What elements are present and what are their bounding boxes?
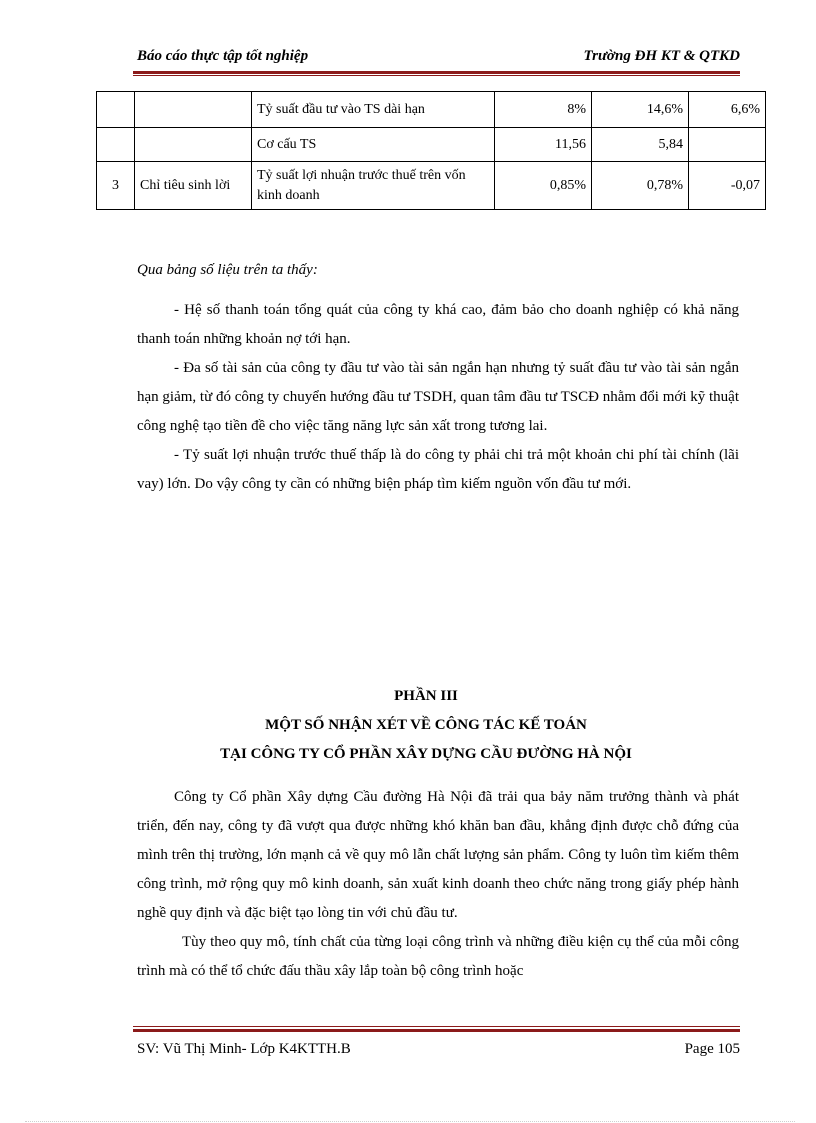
header-rule [133, 71, 740, 74]
table-cell-value-3: 6,6% [689, 92, 766, 128]
section-title-line-2: TẠI CÔNG TY CỔ PHẦN XÂY DỰNG CẦU ĐƯỜNG HÀ NỘI [220, 746, 632, 762]
table-cell-value-3 [689, 128, 766, 162]
table-cell-value-1: 8% [495, 92, 592, 128]
table-cell-value-2: 14,6% [592, 92, 689, 128]
indicator-table [96, 91, 766, 210]
table-row [97, 92, 766, 128]
footer-rule-thin [133, 1026, 740, 1027]
footer-author: SV: Vũ Thị Minh- Lớp K4KTTH.B [137, 1041, 351, 1057]
page-number: Page 105 [684, 1041, 740, 1057]
table-row [97, 162, 766, 210]
header-school-name: Trường ĐH KT & QTKD [583, 48, 740, 64]
table-cell-no: 3 [97, 162, 135, 210]
table-cell-group [135, 92, 252, 128]
page-bottom-divider [25, 1121, 795, 1122]
table-cell-group [135, 128, 252, 162]
table-cell-indicator: Tỷ suất lợi nhuận trước thuế trên vốn kinh doanh [252, 162, 495, 210]
observations-list [137, 296, 739, 499]
section-title-line-1: MỘT SỐ NHẬN XÉT VỀ CÔNG TÁC KẾ TOÁN [265, 717, 587, 733]
table-cell-value-2: 5,84 [592, 128, 689, 162]
section-part-label: PHẦN III [394, 688, 458, 704]
section-body [137, 783, 739, 986]
table-cell-value-2: 0,78% [592, 162, 689, 210]
observation-paragraph: - Hệ số thanh toán tổng quát của công ty khá cao, đảm bảo cho doanh nghiệp có khả năng thanh toán những khoản nợ tới hạn. [137, 302, 739, 347]
table-cell-value-3: -0,07 [689, 162, 766, 210]
body-paragraph: Công ty Cổ phần Xây dựng Cầu đường Hà Nội đã trải qua bảy năm trưởng thành và phát triển, đến nay, công ty đã vượt qua được những khó khăn ban đầu, khẳng định được chỗ đứng của mình trên thị trường, lớn mạnh cả về quy mô lẫn chất lượng sản phẩm. Công ty luôn tìm kiếm thêm công trình, mở rộng quy mô kinh doanh, sản xuất kinh doanh theo chức năng trong giấy phép hành nghề quy định và đặc biệt tạo lòng tin với chủ đầu tư. [137, 789, 739, 921]
table-row [97, 128, 766, 162]
header-rule-thin [133, 75, 740, 76]
observation-paragraph: - Tỷ suất lợi nhuận trước thuế thấp là do công ty phải chi trả một khoản chi phí tài chính (lãi vay) lớn. Do vậy công ty cần có những biện pháp tìm kiếm nguồn vốn đầu tư mới. [137, 447, 739, 492]
table-cell-value-1: 11,56 [495, 128, 592, 162]
table-cell-indicator: Tỷ suất đầu tư vào TS dài hạn [252, 92, 495, 128]
observations-intro: Qua bảng số liệu trên ta thấy: [137, 262, 318, 278]
page-header [133, 48, 740, 72]
footer-rule [133, 1029, 740, 1032]
table-cell-indicator: Cơ cấu TS [252, 128, 495, 162]
observation-paragraph: - Đa số tài sản của công ty đầu tư vào tài sản ngắn hạn nhưng tỷ suất đầu tư vào tài sản ngắn hạn giảm, từ đó công ty chuyển hướng đầu tư TSDH, quan tâm đầu tư TSCĐ nhằm đổi mới kỹ thuật công nghệ tạo tiền đề cho việc tăng năng lực sản xất trong tương lai. [137, 360, 739, 434]
table-cell-no [97, 92, 135, 128]
body-paragraph: Tùy theo quy mô, tính chất của từng loại công trình và những điều kiện cụ thể của mỗi công trình mà có thể tổ chức đấu thầu xây lắp toàn bộ công trình hoặc [137, 934, 739, 979]
table-cell-group: Chỉ tiêu sinh lời [135, 162, 252, 210]
table-cell-value-1: 0,85% [495, 162, 592, 210]
table-cell-no [97, 128, 135, 162]
header-report-title: Báo cáo thực tập tốt nghiệp [137, 48, 309, 64]
